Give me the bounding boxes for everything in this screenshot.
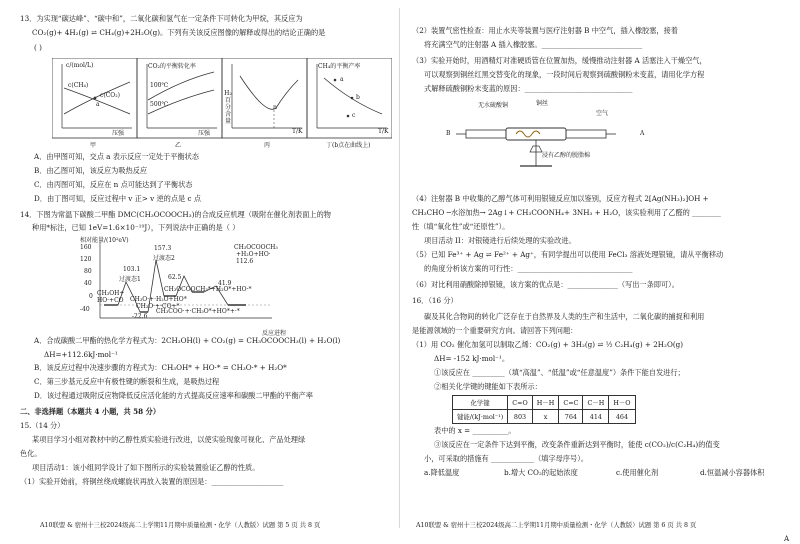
table-cell: 464 xyxy=(609,410,635,424)
table-row xyxy=(453,410,636,424)
q14-xlabel: 反应进程 xyxy=(262,330,287,337)
table-cell: C－H xyxy=(583,396,609,410)
right-page xyxy=(400,0,800,544)
yi-name: 乙 xyxy=(175,142,182,149)
ytick-40: 40 xyxy=(84,280,92,287)
graph-jia xyxy=(52,58,137,138)
right-footer: A10联盟 & 宿州十三校2024级高二上学期11月期中质量检测・化学（人教版）试题 第 6 页 共 8 页 xyxy=(416,522,697,529)
table-row xyxy=(453,396,636,410)
section-2-heading: 二、非选择题（本题共 4 小题，共 58 分） xyxy=(20,407,161,416)
ts1: 过渡态1 xyxy=(119,276,141,283)
q13-option-a: A．由甲图可知，交点 a 表示反应一定处于平衡状态 xyxy=(34,152,199,161)
q13-stem-2: CO₂(g)+ 4H₂(g) ⇌ CH₄(g)+2H₂O(g)。下列有关该反应图像的解释或得出的结论正确的是 xyxy=(32,28,326,37)
table-cell: C=C xyxy=(559,396,583,410)
q16-option-c: c.使用催化剂 xyxy=(616,468,659,477)
q16-p5: ①该反应在 _________（填“高温”、“低温”或“任意温度”）条件下能自发进行； xyxy=(434,368,685,377)
q15-s3b: 可以观察到铜丝红黑交替变化的现象，一段时间后观察到硫酸铜粉末变蓝，请用化学方程 xyxy=(424,70,705,79)
corner-mark: A xyxy=(784,534,790,543)
jia-xlabel: 压强 xyxy=(112,130,125,137)
bing-xlabel: T/K xyxy=(292,128,303,135)
ytick-0: 0 xyxy=(89,293,93,300)
ding-point-c: c xyxy=(352,112,356,119)
q15-s3a: （3）实验开始时，用酒精灯对准硬质管在位置加热，缓慢推动注射器 A 活塞注入干燥空气， xyxy=(412,56,707,65)
q16-p7: 表中的 x = __________。 xyxy=(434,426,516,435)
reactant-2: HO·+CO xyxy=(97,297,124,304)
graph-bing xyxy=(222,58,307,138)
q16-p2: 是能源领域的一个重要研究方向。请回答下列问题： xyxy=(412,326,578,335)
q13-blank: ( ) xyxy=(34,43,42,52)
ding-point-b: b xyxy=(356,94,360,101)
q15-s2a: （2）装置气密性检查：用止水夹等装置与医疗注射器 B 中空气，插入橡胶塞，接着 xyxy=(412,26,678,35)
jia-c2: c(CO₂) xyxy=(100,92,120,99)
q15-s3c: 式解释硫酸铜粉末变蓝的原因：______________________________ xyxy=(424,84,633,93)
q16-p3: （1）用 CO₂ 催化加氢可以制取乙烯：CO₂(g) + 3H₂(g) ⇌ ½ C₂H₄(g) + 2H₂O(g) xyxy=(412,340,684,349)
table-cell: x xyxy=(532,410,559,424)
energy-157: 157.3 xyxy=(154,245,172,252)
q15-p3: 项目活动1：该小组同学设计了如下图所示的实验装置验证乙醇的性质。 xyxy=(32,463,260,472)
q15-s4d: 项目活动 II：对银镜进行后续处理的实验改进。 xyxy=(424,236,576,245)
q14-option-a: A．合成碳酸二甲酯的热化学方程式为：2CH₃OH(l) + CO₂(g) = CH₃OCOOCH₃(l) + H₂O(l) xyxy=(34,336,341,345)
ytick-minus40: -40 xyxy=(80,306,90,313)
q15-s4c: 性（填“氧化性”或“还原性”）。 xyxy=(412,222,510,231)
bing-point: n xyxy=(273,104,277,111)
q15-s4a: （4）注射器 B 中收集的乙醇气体可利用银镜反应加以鉴别，反应方程式 2[Ag(NH₃)₂]OH + xyxy=(412,194,709,203)
table-cell: 803 xyxy=(508,410,532,424)
product-1: CH₃OCOOCH₃ xyxy=(234,244,278,251)
label-air: 空气 xyxy=(596,110,609,117)
bing-ylabel: H₂百分含量 xyxy=(224,90,232,125)
yi-xlabel: 压强 xyxy=(198,130,211,137)
apparatus-diagram xyxy=(450,100,640,172)
product-2: +H₂O+HO· xyxy=(236,251,271,258)
table-cell: 化学键 xyxy=(453,396,508,410)
ytick-80: 80 xyxy=(84,268,92,275)
yi-ylabel: CO₂的平衡转化率 xyxy=(148,63,196,70)
energy-112: 112.6 xyxy=(236,258,254,265)
q14-option-c: C．第三步基元反应中有极性键的断裂和生成，是吸热过程 xyxy=(34,377,220,386)
jia-ylabel: c/(mol/L) xyxy=(66,62,94,69)
jia-point: a xyxy=(96,101,100,108)
left-footer: A10联盟 & 宿州十三校2024级高二上学期11月期中质量检测・化学（人教版）试题 第 5 页 共 8 页 xyxy=(40,522,321,529)
q16-option-d: d.恒温减小容器体积 xyxy=(700,468,765,477)
energy-minus22: -22.6 xyxy=(132,313,148,320)
table-cell: 764 xyxy=(559,410,583,424)
q15-s5b: 的角度分析该方案的可行性：________________________________ xyxy=(424,264,633,273)
q16-option-b: b.增大 CO₂的起始浓度 xyxy=(504,468,578,477)
ytick-120: 120 xyxy=(80,256,92,263)
q13-option-c: C．由丙图可知，反应在 n 点可能达到了平衡状态 xyxy=(34,180,193,189)
q14-ytitle: 相对能量/(10²eV) xyxy=(80,237,129,244)
q16-p6: ②相关化学键的键能如下表所示： xyxy=(434,382,542,391)
jia-name: 甲 xyxy=(90,142,97,149)
energy-103: 103.1 xyxy=(123,266,141,273)
label-anhydrous-cuso4: 无水硫酸铜 xyxy=(478,102,509,109)
q14-option-a2: ΔH=+112.6kJ·mol⁻¹ xyxy=(44,350,118,359)
q15-head: 15.（14 分） xyxy=(20,421,65,430)
q14-stem-2: 种用*标注，已知 1eV=1.6×10⁻¹⁹J），下列说法中正确的是（ ） xyxy=(32,223,240,232)
q15-s5a: （5）已知 Fe³⁺ + Ag ⇌ Fe²⁺ + Ag⁺，有同学提出可以使用 FeCl₃ 溶液处理银镜，请从平衡移动 xyxy=(412,250,724,259)
ding-name: 丁(b点在曲线上) xyxy=(326,142,371,149)
ts2: 过渡态2 xyxy=(153,255,175,262)
bing-name: 丙 xyxy=(264,142,271,149)
q16-p4: ΔH= -152 kJ·mol⁻¹。 xyxy=(434,354,510,363)
jia-c1: c(CH₄) xyxy=(68,82,89,89)
q14-option-b: B．该反应过程中决速步骤的方程式为：CH₃OH* + HO·* = CH₃O·* + H₂O* xyxy=(34,363,287,372)
label-ethanol-cotton: 浸有乙醇的脱脂棉 xyxy=(542,152,591,159)
q15-p2: 色化。 xyxy=(20,449,42,458)
table-cell: H－O xyxy=(609,396,635,410)
graph-ding xyxy=(307,58,392,138)
q16-p8: ③该反应在一定条件下达到平衡，改变条件重新达到平衡时，能使 c(CO₂)/c(C₂H₄)的值变 xyxy=(434,440,720,449)
yi-c1: 100℃ xyxy=(150,82,169,89)
ding-ylabel: CH₄的平衡产率 xyxy=(318,63,361,70)
q16-option-a: a.降低温度 xyxy=(424,468,460,477)
q14-option-d: D．该过程通过吸附反应物降低反应活化能的方式提高反应速率和碳酸二甲酯的平衡产率 xyxy=(34,391,313,400)
ding-point-a: a xyxy=(340,76,344,83)
ytick-160: 160 xyxy=(80,244,92,251)
q13-stem-1: 13．为实现“碳达峰”、“碳中和”，二氧化碳和氢气在一定条件下可转化为甲烷，其反应为 xyxy=(20,14,303,23)
q15-s6: （6）对比利用硝酸除掉银镜，该方案的优点是：______________（写出一条即可）。 xyxy=(412,280,679,289)
q16-p1: 碳及其化合物间的转化广泛存在于自然界及人类的生产和生活中，二氧化碳的捕捉和利用 xyxy=(424,312,705,321)
energy-41: 41.9 xyxy=(218,280,232,287)
table-cell: 414 xyxy=(583,410,609,424)
q14-stem-1: 14．下图为常温下碳酸二甲酯 DMC(CH₃OCOOCH₃)的合成反应机理（吸附在催化剂表面上的物 xyxy=(20,210,331,219)
label-syringe-a: A xyxy=(640,130,645,137)
intermediate-4: CH₃COO·+·CH₃O*+HO*+·* xyxy=(156,308,240,315)
q16-head: 16．（16 分） xyxy=(412,296,458,305)
q13-option-b: B．由乙图可知，该反应为吸热反应 xyxy=(34,166,148,175)
table-cell: C=O xyxy=(508,396,532,410)
table-cell: 键能/(kJ·mol⁻¹) xyxy=(453,410,508,424)
graph-yi xyxy=(137,58,222,138)
reactant-1: CH₃OH+ xyxy=(97,290,125,297)
q15-p4: （1）实验开始前，将铜丝绕成螺旋状再放入装置的原因是：____________________ xyxy=(20,477,284,486)
intermediate-1: CH₃O·+·CO+* xyxy=(136,303,180,310)
label-syringe-b: B xyxy=(446,130,451,137)
yi-c2: 500℃ xyxy=(150,101,169,108)
q13-option-d: D．由丁图可知，反应过程中 v 正> v 逆的点是 c 点 xyxy=(34,194,202,203)
q16-p9: 小，可采取的措施有 ____________（填字母序号）。 xyxy=(424,454,588,463)
q15-p1: 某项目学习小组对教材中的乙醇性质实验进行改进，以使实验现象可视化、产品处理绿 xyxy=(32,435,306,444)
energy-62: 62.5 xyxy=(168,274,182,281)
ding-xlabel: T/K xyxy=(378,128,389,135)
intermediate-3: CH₃OCOOCH₃*+H₂O*+HO·* xyxy=(164,286,252,293)
q15-s2b: 将充满空气的注射器 A 插入橡胶塞。____________________________ xyxy=(424,40,643,49)
label-copper-wire: 铜丝 xyxy=(536,100,549,107)
intermediate-2: CH₃O·+·H₂O+HO* xyxy=(130,296,187,303)
table-cell: H－H xyxy=(532,396,559,410)
bond-energy-table xyxy=(452,395,636,424)
q15-s4b: CH₃CHO ─水浴加热→ 2Ag↓+ CH₃COONH₄+ 3NH₃ + H₂O，该实验利用了乙醛的 ________ xyxy=(412,208,721,217)
